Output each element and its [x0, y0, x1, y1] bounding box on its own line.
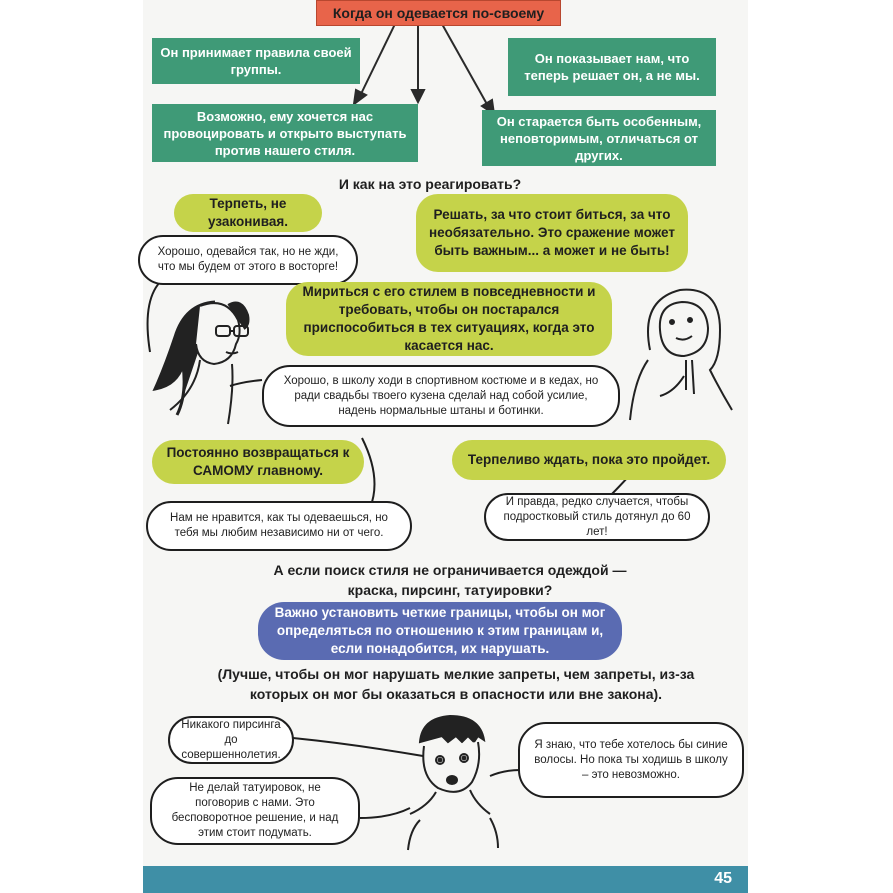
speech-text: Хорошо, одевайся так, но не жди, что мы будем от этого в восторге!: [157, 246, 339, 273]
hooded-teen-figure: [630, 290, 732, 420]
advice-bubble: [416, 194, 688, 272]
question-heading: И как на это реагировать?: [338, 176, 522, 192]
advice-bubble: [452, 440, 726, 480]
header-arrows: [354, 24, 494, 114]
advice-text: Мириться с его стилем в повседневности и требовать, чтобы он постарался приспособиться в тех ситуациях, когда это касается нас.: [302, 284, 596, 353]
speech-bubble: [484, 493, 710, 541]
advice-text: Терпеливо ждать, пока это пройдет.: [467, 452, 711, 467]
speech-bubble: [168, 716, 294, 764]
speech-bubble: [150, 777, 360, 845]
speech-text: Никакого пирсинга до совершеннолетия.: [181, 718, 281, 761]
reason-text: Он принимает правила своей группы.: [160, 45, 352, 77]
advice-bubble: [152, 440, 364, 484]
speech-text: И правда, редко случается, чтобы подростковый стиль дотянул до 60 лет!: [503, 495, 691, 538]
page-footer-bar: [143, 866, 748, 893]
speech-bubble: [518, 722, 744, 798]
advice-bubble: [174, 194, 322, 232]
speech-text: Нам не нравится, как ты одеваешься, но тебя мы любим независимо ни от чего.: [170, 512, 388, 539]
reason-box: [152, 38, 360, 84]
speech-text: Я знаю, что тебе хотелось бы синие волосы. Но пока ты ходишь в школу – это невозможно.: [534, 738, 728, 781]
reason-text: Возможно, ему хочется нас провоцировать и открыто выступать против нашего стиля.: [163, 108, 407, 158]
page-number: 45: [714, 870, 732, 887]
advice-text: Терпеть, не узаконивая.: [208, 196, 288, 229]
speech-text: Хорошо, в школу ходи в спортивном костюме и в кедах, но ради свадьбы твоего кузена сделай над собой усилие, надень нормальные штаны и ботинки.: [283, 374, 599, 417]
reason-box: [508, 38, 716, 96]
boundaries-bubble: [258, 602, 622, 660]
speech-bubble: [262, 365, 620, 427]
speech-text: Не делай татуировок, не поговорив с нами. Это бесповоротное решение, и над этим стоит подумать.: [171, 782, 339, 839]
arrow-right: [442, 24, 488, 106]
reason-box: [482, 110, 716, 166]
boundaries-text: Важно установить четкие границы, чтобы он мог определяться по отношению к этим границам и, если понадобится, их нарушать.: [274, 605, 606, 656]
page-header-title: Когда он одевается по-своему: [332, 5, 545, 21]
page-header: [316, 0, 561, 26]
woman-figure: [155, 302, 249, 424]
question-heading: А если поиск стиля не ограничивается одеждой — краска, пирсинг, татуировки?: [273, 562, 627, 598]
reason-box: [152, 104, 418, 162]
speech-bubble: [138, 235, 358, 285]
reason-text: Он показывает нам, что теперь решает он, а не мы.: [524, 51, 700, 83]
advice-text: Решать, за что стоит биться, за что необязательно. Это сражение может быть важным... а может и не быть!: [428, 207, 675, 258]
speech-bubble: [146, 501, 412, 551]
boy-figure: [408, 716, 498, 850]
advice-bubble: [286, 282, 612, 356]
arrow-left: [360, 24, 395, 96]
reason-text: Он старается быть особенным, неповторимым, отличаться от других.: [496, 113, 702, 163]
advice-text: Постоянно возвращаться к САМОМУ главному.: [166, 445, 350, 478]
note-text: (Лучше, чтобы он мог нарушать мелкие запреты, чем запреты, из-за которых он мог бы оказаться в опасности или вне закона).: [217, 666, 695, 702]
